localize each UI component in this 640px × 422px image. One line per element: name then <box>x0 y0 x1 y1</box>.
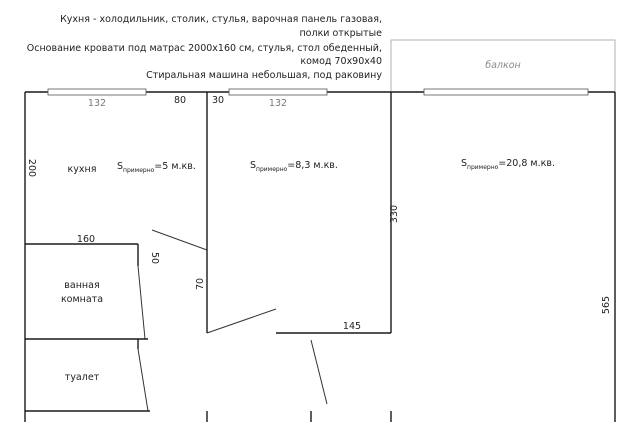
kitchen-label: кухня <box>67 164 97 175</box>
note-line-4: комод 70х90х40 <box>300 56 382 67</box>
kitchen-area-value: =5 м.кв. <box>154 161 196 172</box>
bathroom-door <box>138 266 145 339</box>
dim-kitchen-window: 132 <box>87 98 107 109</box>
bathroom-label-line2: комната <box>60 294 104 305</box>
dim-room1-left: 30 <box>211 95 225 106</box>
dim-room2-height: 565 <box>601 295 612 315</box>
room1-area <box>250 160 338 173</box>
note-line-2: полки открытые <box>299 28 382 39</box>
balcony-label: балкон <box>485 60 521 71</box>
kitchen-window <box>48 89 146 95</box>
dim-bath-width: 160 <box>76 234 96 245</box>
note-line-5: Стиральная машина небольшая, под раковину <box>146 70 382 81</box>
dim-kitchen-height: 200 <box>26 158 37 178</box>
room2-window <box>424 89 588 95</box>
kitchen-area-prefix: S <box>117 161 124 172</box>
dim-corridor: 70 <box>195 277 206 291</box>
room2-area-prefix: S <box>461 158 468 169</box>
dim-bath-door: 50 <box>149 251 160 265</box>
room2-area-value: =20,8 м.кв. <box>498 158 555 169</box>
room1-area-sub: примерно <box>256 166 288 173</box>
kitchen-door <box>152 230 207 250</box>
kitchen-area <box>117 161 196 174</box>
room2-area-sub: примерно <box>467 164 499 171</box>
room2-area <box>461 158 555 171</box>
toilet-label: туалет <box>64 372 100 383</box>
corridor-door <box>311 340 327 404</box>
dim-kitchen-right: 80 <box>173 95 187 106</box>
toilet-door <box>138 349 148 411</box>
kitchen-area-sub: примерно <box>123 167 155 174</box>
dim-room1-bottom: 145 <box>342 321 362 332</box>
room1-area-value: =8,3 м.кв. <box>287 160 338 171</box>
room1-area-prefix: S <box>250 160 257 171</box>
room1-door <box>207 309 276 333</box>
dim-room1-height: 330 <box>389 204 400 224</box>
note-line-3: Основание кровати под матрас 2000х160 см, стулья, стол обеденный, <box>26 43 382 54</box>
note-line-1: Кухня - холодильник, столик, стулья, варочная панель газовая, <box>60 14 382 25</box>
notes <box>27 14 383 81</box>
room1-window <box>229 89 327 95</box>
bathroom-label-line1: ванная <box>64 280 100 291</box>
dim-room1-window: 132 <box>268 98 288 109</box>
